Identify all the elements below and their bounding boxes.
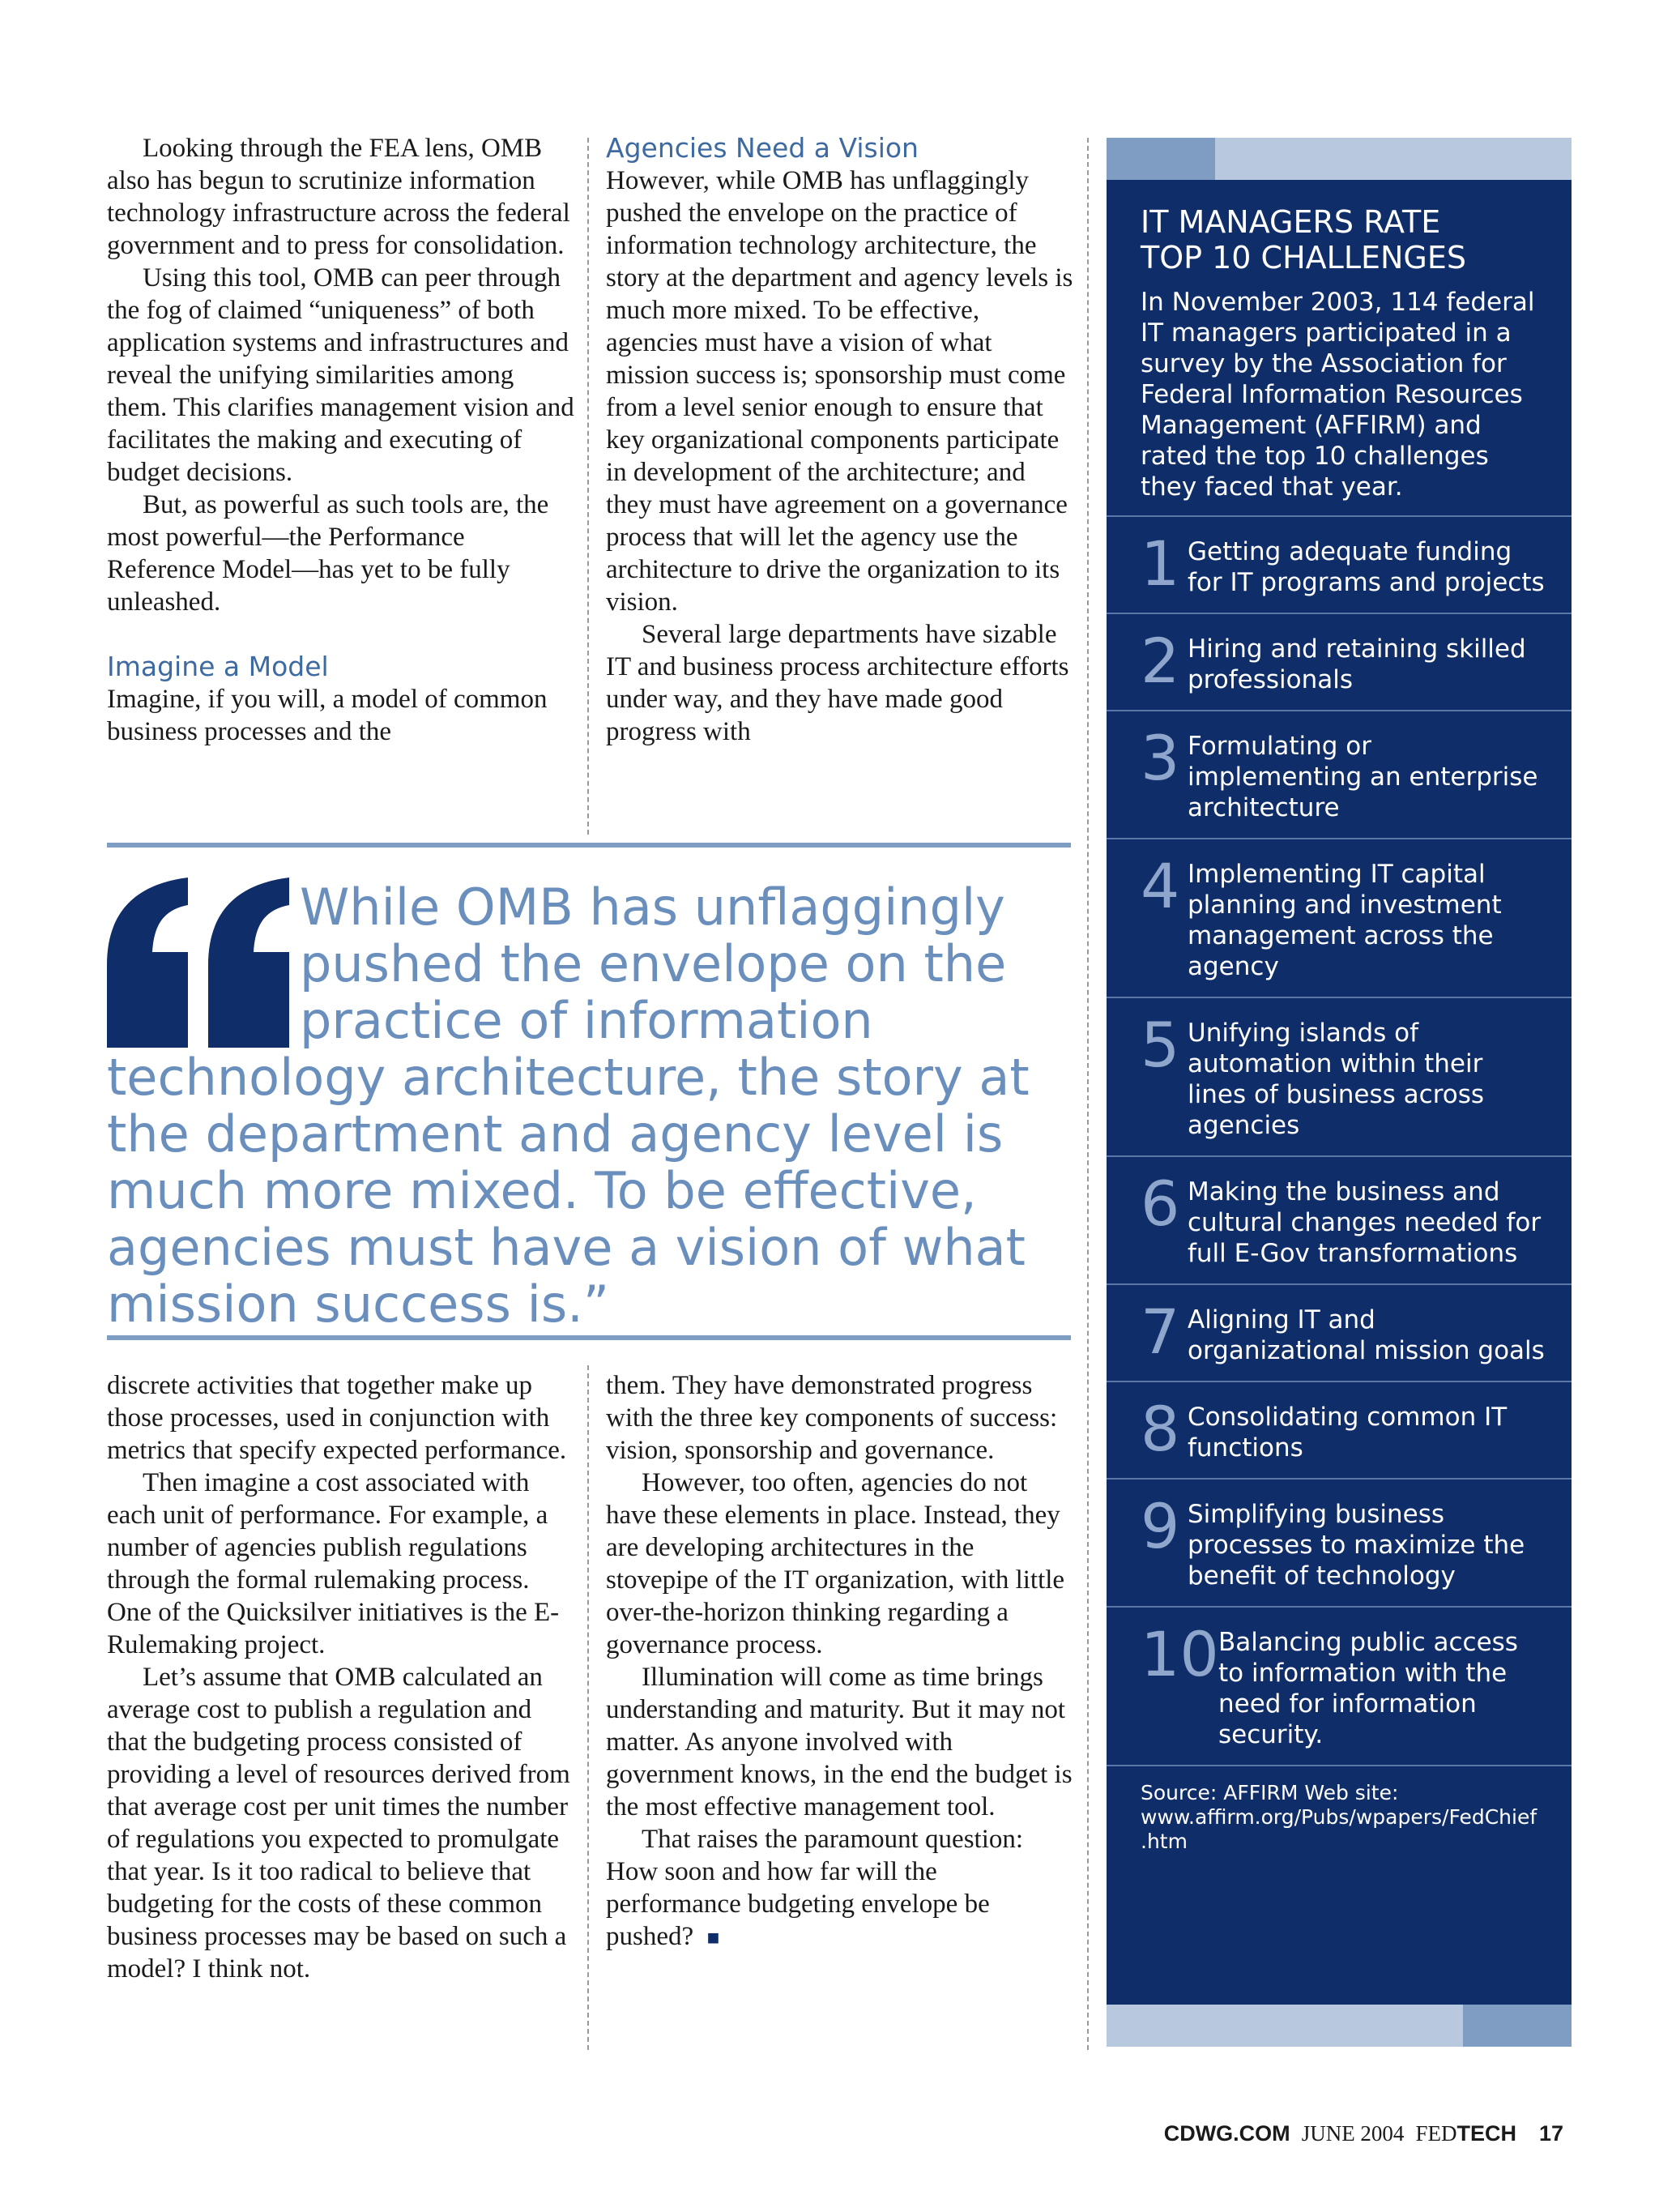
sidebar-divider: [1087, 138, 1089, 2050]
challenge-item-7: [1107, 1285, 1572, 1382]
challenge-number: 9: [1141, 1490, 1180, 1562]
column-1-bottom: [107, 1369, 577, 1985]
challenge-number: 5: [1141, 1009, 1180, 1081]
page-footer: [1164, 2121, 1563, 2146]
sidebar-bottom-accent-bar: [1107, 2005, 1572, 2047]
challenge-item-10: [1107, 1608, 1572, 1766]
closing-text: That raises the paramount question: How soon and how far will the performance budgeting envelope be pushed?: [606, 1825, 1024, 1951]
challenge-number: 4: [1141, 850, 1180, 922]
source-label: Source: AFFIRM Web site:: [1141, 1781, 1399, 1804]
challenge-text: Consolidating common IT functions: [1188, 1403, 1508, 1463]
section-heading-imagine-a-model: Imagine a Model: [107, 651, 329, 682]
pull-quote: [107, 879, 1079, 1333]
challenge-text: Getting adequate funding for IT programs and projects: [1188, 537, 1545, 597]
challenge-item-3: [1107, 711, 1572, 839]
challenge-number: 1: [1141, 527, 1180, 600]
body-paragraph: them. They have demonstrated progress with the three key components of success: vision, sponsorship and governance.: [606, 1371, 1058, 1465]
source-url: www.affirm.org/Pubs/wpapers/FedChief: [1141, 1805, 1537, 1829]
challenge-text: Implementing IT capital planning and investment management across the agency: [1188, 860, 1502, 981]
sidebar-title-line-2: TOP 10 CHALLENGES: [1141, 240, 1467, 275]
challenge-text: Balancing public access to information with the need for information security.: [1218, 1628, 1518, 1749]
sidebar-title: [1141, 204, 1537, 275]
sidebar-accent-block: [1107, 138, 1215, 180]
challenge-text: Formulating or implementing an enterprise architecture: [1188, 732, 1538, 822]
column-1-top: [107, 132, 577, 748]
body-paragraph: Illumination will come as time brings understanding and maturity. But it may not matter. As anyone involved with government knows, in the end the budget is the most effective management tool.: [606, 1663, 1073, 1821]
column-2-bottom: [606, 1369, 1076, 1954]
body-paragraph: Then imagine a cost associated with each unit of performance. For example, a number of agencies publish regulations through the formal rulemaking process. One of the Quicksilver initiatives is the E-Rulemaking project.: [107, 1468, 560, 1659]
challenge-number: 8: [1141, 1393, 1180, 1465]
end-mark-icon: ■: [706, 1926, 720, 1949]
challenge-number: 6: [1141, 1168, 1180, 1240]
challenge-text: Making the business and cultural changes needed for full E-Gov transformations: [1188, 1177, 1542, 1268]
footer-site: CDWG.COM: [1163, 2121, 1290, 2146]
challenge-text: Simplifying business processes to maximize the benefit of technology: [1188, 1500, 1525, 1591]
column-divider: [587, 138, 589, 835]
sidebar-header: [1107, 180, 1572, 517]
challenge-item-8: [1107, 1382, 1572, 1480]
body-paragraph: discrete activities that together make up those processes, used in conjunction with metrics that specify expected performance.: [107, 1371, 567, 1465]
challenge-item-9: [1107, 1480, 1572, 1608]
body-paragraph: Several large departments have sizable IT and business process architecture efforts under way, and they have made good progress with: [606, 620, 1069, 746]
challenge-text: Hiring and retaining skilled professionals: [1188, 634, 1526, 694]
challenge-number: 10: [1141, 1618, 1219, 1690]
body-paragraph: Using this tool, OMB can peer through the fog of claimed “uniqueness” of both application systems and infrastructures and reveal the unifying similarities among them. This clarifies management vision and facilitates the making and executing of budget decisions.: [107, 263, 574, 487]
column-divider: [587, 1365, 589, 2050]
sidebar-top-10-challenges: [1107, 180, 1572, 2005]
body-paragraph: However, while OMB has unflaggingly pushed the envelope on the practice of information technology architecture, the story at the department and agency levels is much more mixed. To be effective, agencies must have a vision of what mission success is; sponsorship must come from a level senior enough to ensure that key organizational components participate in development of the architecture; and they must have agreement on a governance process that will let the agency use the architecture to drive the organization to its vision.: [606, 166, 1073, 617]
body-paragraph: Imagine, if you will, a model of common business processes and the: [107, 685, 548, 746]
quote-mark-icon: [107, 878, 293, 1048]
challenge-item-2: [1107, 614, 1572, 711]
body-paragraph: Looking through the FEA lens, OMB also has begun to scrutinize information technology infrastructure across the federal government and to press for consolidation.: [107, 134, 570, 260]
section-heading-agencies-need-a-vision: Agencies Need a Vision: [606, 132, 919, 164]
column-2-top: [606, 132, 1076, 748]
sidebar-intro: In November 2003, 114 federal IT managers participated in a survey by the Association for Federal Information Resources Management (AFFIRM) and rated the top 10 challenges they faced that year.: [1141, 288, 1535, 502]
challenge-number: 2: [1141, 625, 1180, 697]
footer-date: JUNE 2004: [1301, 2121, 1405, 2146]
body-paragraph: However, too often, agencies do not have these elements in place. Instead, they are developing architectures in the stovepipe of the IT organization, with little over-the-horizon thinking regarding a governance process.: [606, 1468, 1065, 1659]
footer-brand-prefix: FED: [1415, 2121, 1457, 2146]
challenge-text: Unifying islands of automation within their lines of business across agencies: [1188, 1018, 1485, 1140]
sidebar-source: [1107, 1766, 1572, 1868]
sidebar-title-line-1: IT MANAGERS RATE: [1141, 204, 1441, 240]
body-paragraph: [606, 1823, 1076, 1954]
challenge-item-6: [1107, 1157, 1572, 1285]
sidebar-accent-block: [1463, 2005, 1572, 2047]
challenge-number: 3: [1141, 722, 1180, 794]
page-number: 17: [1538, 2121, 1563, 2146]
challenge-item-1: [1107, 517, 1572, 614]
body-paragraph: Let’s assume that OMB calculated an average cost to publish a regulation and that the budgeting process consisted of providing a level of resources derived from that average cost per unit times the number of regulations you expected to promulgate that year. Is it too radical to believe that budgeting for the costs of these common business processes may be based on such a model? I think not.: [107, 1663, 570, 1984]
pull-quote-text: While OMB has unflaggingly pushed the envelope on the practice of information technology architecture, the story at the department and agency level is much more mixed. To be effective, agencies must have a vision of what mission success is.”: [107, 878, 1030, 1334]
challenge-item-5: [1107, 998, 1572, 1157]
pull-quote-rule-bottom: [107, 1335, 1071, 1340]
pull-quote-rule-top: [107, 843, 1071, 848]
challenge-number: 7: [1141, 1296, 1180, 1368]
body-paragraph: But, as powerful as such tools are, the most powerful—the Performance Reference Model—has yet to be fully unleashed.: [107, 490, 549, 617]
challenge-item-4: [1107, 839, 1572, 998]
challenge-text: Aligning IT and organizational mission goals: [1188, 1305, 1545, 1365]
sidebar-top-accent-bar: [1107, 138, 1572, 180]
source-url-end: .htm: [1141, 1830, 1188, 1853]
footer-brand: TECH: [1456, 2121, 1516, 2146]
